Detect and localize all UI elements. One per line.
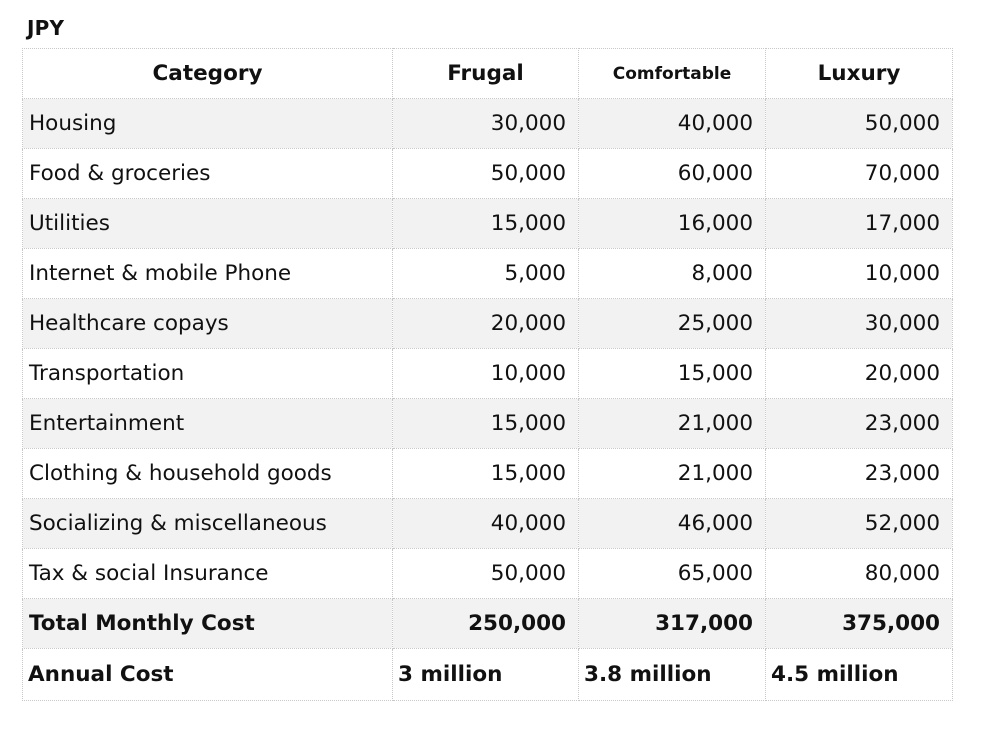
- row-luxury: 23,000: [766, 399, 953, 449]
- row-frugal: 15,000: [393, 449, 579, 499]
- header-luxury: Luxury: [766, 49, 953, 99]
- row-category: Entertainment: [23, 399, 393, 449]
- table-row: [23, 399, 953, 449]
- row-comfortable: 46,000: [579, 499, 766, 549]
- row-comfortable: 40,000: [579, 99, 766, 149]
- row-frugal: 50,000: [393, 549, 579, 599]
- total-label: Total Monthly Cost: [23, 599, 393, 649]
- row-category: Housing: [23, 99, 393, 149]
- table-row: [23, 99, 953, 149]
- table-row: [23, 349, 953, 399]
- annual-luxury: 4.5 million: [766, 649, 953, 701]
- row-luxury: 52,000: [766, 499, 953, 549]
- annual-frugal: 3 million: [393, 649, 579, 701]
- table-row: [23, 449, 953, 499]
- total-row: [23, 599, 953, 649]
- row-category: Healthcare copays: [23, 299, 393, 349]
- table-row: [23, 149, 953, 199]
- header-comfortable: Comfortable: [579, 49, 766, 99]
- row-frugal: 15,000: [393, 399, 579, 449]
- row-category: Utilities: [23, 199, 393, 249]
- header-frugal: Frugal: [393, 49, 579, 99]
- row-frugal: 5,000: [393, 249, 579, 299]
- table-row: [23, 549, 953, 599]
- row-category: Transportation: [23, 349, 393, 399]
- row-luxury: 17,000: [766, 199, 953, 249]
- row-frugal: 20,000: [393, 299, 579, 349]
- row-comfortable: 8,000: [579, 249, 766, 299]
- row-luxury: 80,000: [766, 549, 953, 599]
- row-category: Socializing & miscellaneous: [23, 499, 393, 549]
- row-category: Internet & mobile Phone: [23, 249, 393, 299]
- row-comfortable: 25,000: [579, 299, 766, 349]
- header-category: Category: [23, 49, 393, 99]
- row-luxury: 70,000: [766, 149, 953, 199]
- table-row: [23, 499, 953, 549]
- table-row: [23, 199, 953, 249]
- table-row: [23, 249, 953, 299]
- total-frugal: 250,000: [393, 599, 579, 649]
- row-frugal: 50,000: [393, 149, 579, 199]
- row-frugal: 40,000: [393, 499, 579, 549]
- row-luxury: 10,000: [766, 249, 953, 299]
- header-row: [23, 49, 953, 99]
- row-frugal: 15,000: [393, 199, 579, 249]
- row-category: Food & groceries: [23, 149, 393, 199]
- table-row: [23, 299, 953, 349]
- row-comfortable: 60,000: [579, 149, 766, 199]
- currency-label: JPY: [27, 16, 65, 40]
- row-comfortable: 15,000: [579, 349, 766, 399]
- annual-label: Annual Cost: [23, 649, 393, 701]
- total-luxury: 375,000: [766, 599, 953, 649]
- row-frugal: 10,000: [393, 349, 579, 399]
- row-frugal: 30,000: [393, 99, 579, 149]
- row-comfortable: 16,000: [579, 199, 766, 249]
- row-luxury: 23,000: [766, 449, 953, 499]
- row-comfortable: 21,000: [579, 449, 766, 499]
- row-comfortable: 21,000: [579, 399, 766, 449]
- row-category: Tax & social Insurance: [23, 549, 393, 599]
- row-luxury: 20,000: [766, 349, 953, 399]
- row-luxury: 30,000: [766, 299, 953, 349]
- row-luxury: 50,000: [766, 99, 953, 149]
- annual-comfortable: 3.8 million: [579, 649, 766, 701]
- row-comfortable: 65,000: [579, 549, 766, 599]
- annual-row: [23, 649, 953, 701]
- total-comfortable: 317,000: [579, 599, 766, 649]
- row-category: Clothing & household goods: [23, 449, 393, 499]
- cost-table: [22, 48, 953, 701]
